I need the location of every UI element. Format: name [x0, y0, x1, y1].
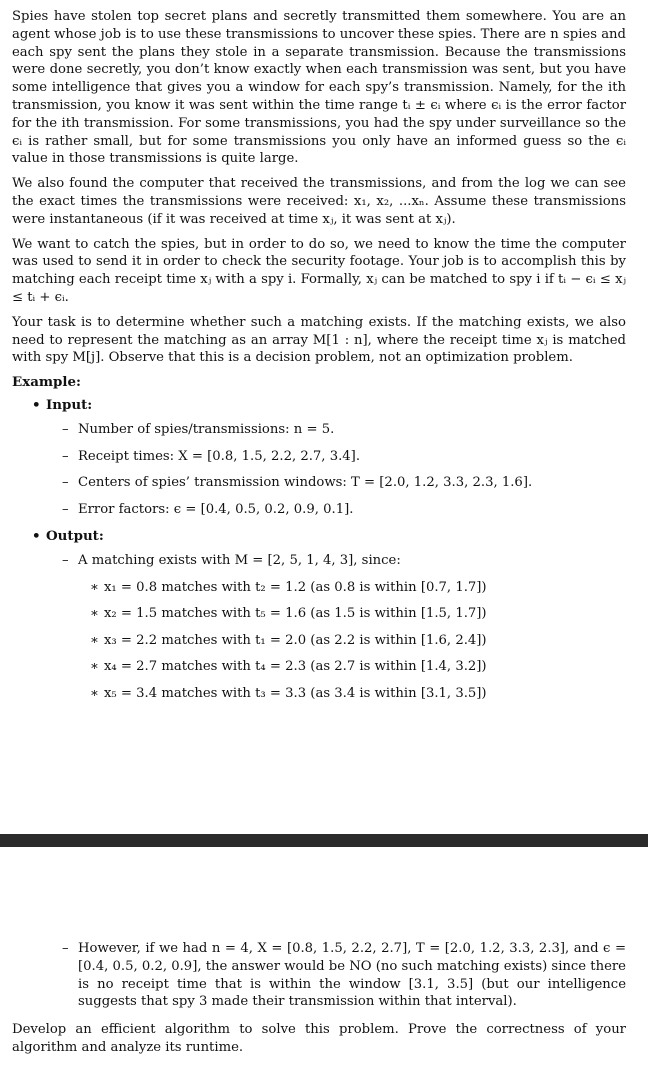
dash-icon: –	[62, 448, 69, 464]
input-text: Number of spies/transmissions: n = 5.	[78, 422, 335, 438]
paragraph-matching-definition: We want to catch the spies, but in order to do so, we need to know the time the computer was used to send it in order to check the security footage. Your job is to accomplish this by matching each receipt time xⱼ with a spy i. Formally, xⱼ can be matched to spy i if tᵢ − ϵᵢ ≤ xⱼ ≤ tᵢ + ϵᵢ.	[12, 236, 626, 305]
star-icon: ∗	[90, 579, 99, 595]
input-item	[12, 448, 626, 475]
match-item	[12, 632, 626, 659]
bullet-icon: •	[32, 397, 41, 414]
input-text: Centers of spies’ transmission windows: T = [2.0, 1.2, 3.3, 2.3, 1.6].	[78, 475, 533, 491]
counter-example	[12, 940, 626, 1011]
match-text: x₁ = 0.8 matches with t₂ = 1.2 (as 0.8 is within [0.7, 1.7])	[104, 579, 487, 595]
dash-icon: –	[62, 501, 69, 517]
match-text: x₂ = 1.5 matches with t₅ = 1.6 (as 1.5 is within [1.5, 1.7])	[104, 606, 487, 622]
dash-icon: –	[62, 553, 69, 569]
output-intro: A matching exists with M = [2, 5, 1, 4, 3], since:	[78, 553, 401, 569]
input-item	[12, 501, 626, 528]
match-item	[12, 605, 626, 632]
input-item	[12, 474, 626, 501]
match-item	[12, 658, 626, 685]
paragraph-receipt-log: We also found the computer that received the transmissions, and from the log we can see the exact times the transmissions were received: x₁, x₂, ...xₙ. Assume these transmissions were instantaneous (if it was received at time xⱼ, it was sent at xⱼ).	[12, 176, 626, 227]
match-text: x₄ = 2.7 matches with t₄ = 2.3 (as 2.7 is within [1.4, 3.2])	[104, 659, 487, 675]
counter-example-text: However, if we had n = 4, X = [0.8, 1.5, 2.2, 2.7], T = [2.0, 1.2, 3.3, 2.3], and ϵ = [0.4, 0.5, 0.2, 0.9], the answer would be NO (no such matching exists) since there is no receipt time that is within the window [3.1, 3.5] (but our intelligence suggests that spy 3 made their transmission within that interval).	[78, 941, 626, 1010]
input-item	[12, 421, 626, 448]
input-text: Receipt times: X = [0.8, 1.5, 2.2, 2.7, 3.4].	[78, 448, 361, 464]
dash-icon: –	[62, 941, 69, 956]
output-bullet	[12, 527, 626, 552]
star-icon: ∗	[90, 685, 99, 701]
output-item	[12, 552, 626, 579]
dash-icon: –	[62, 475, 69, 491]
closing-instructions: Develop an efficient algorithm to solve this problem. Prove the correctness of your algorithm and analyze its runtime.	[12, 1022, 626, 1055]
dash-icon: –	[62, 422, 69, 438]
match-item	[12, 579, 626, 606]
paragraph-task: Your task is to determine whether such a matching exists. If the matching exists, we also need to represent the matching as an array M[1 : n], where the receipt time xⱼ is matched with spy M[j]. Observe that this is a decision problem, not an optimization problem.	[12, 314, 626, 366]
page-break-divider	[0, 834, 648, 847]
paragraph-intro: Spies have stolen top secret plans and secretly transmitted them somewhere. You are an agent whose job is to use these transmissions to uncover these spies. There are n spies and each spy sent the plans they stole in a separate transmission. Because the transmissions were done secretly, you don’t know exactly when each transmission was sent, but you have some intelligence that gives you a window for each spy’s transmission. Namely, for the ith transmission, you know it was sent within the time range tᵢ ± ϵᵢ where ϵᵢ is the error factor for the ith transmission. For some transmissions, you had the spy under surveillance so the ϵᵢ is rather small, but for some transmissions you only have an informed guess so the ϵᵢ value in those transmissions is quite large.	[12, 9, 626, 167]
match-text: x₅ = 3.4 matches with t₃ = 3.3 (as 3.4 is within [3.1, 3.5])	[104, 685, 487, 701]
star-icon: ∗	[90, 606, 99, 622]
example-heading: Example:	[12, 374, 81, 391]
match-item	[12, 685, 626, 712]
input-label: Input:	[46, 397, 93, 414]
match-text: x₃ = 2.2 matches with t₁ = 2.0 (as 2.2 is within [1.6, 2.4])	[104, 632, 487, 648]
input-text: Error factors: ϵ = [0.4, 0.5, 0.2, 0.9, 0.1].	[78, 501, 354, 517]
problem-continuation	[12, 940, 626, 1057]
problem-statement	[12, 8, 626, 711]
star-icon: ∗	[90, 632, 99, 648]
output-label: Output:	[46, 528, 104, 545]
bullet-icon: •	[32, 528, 41, 545]
input-bullet	[12, 396, 626, 421]
star-icon: ∗	[90, 659, 99, 675]
